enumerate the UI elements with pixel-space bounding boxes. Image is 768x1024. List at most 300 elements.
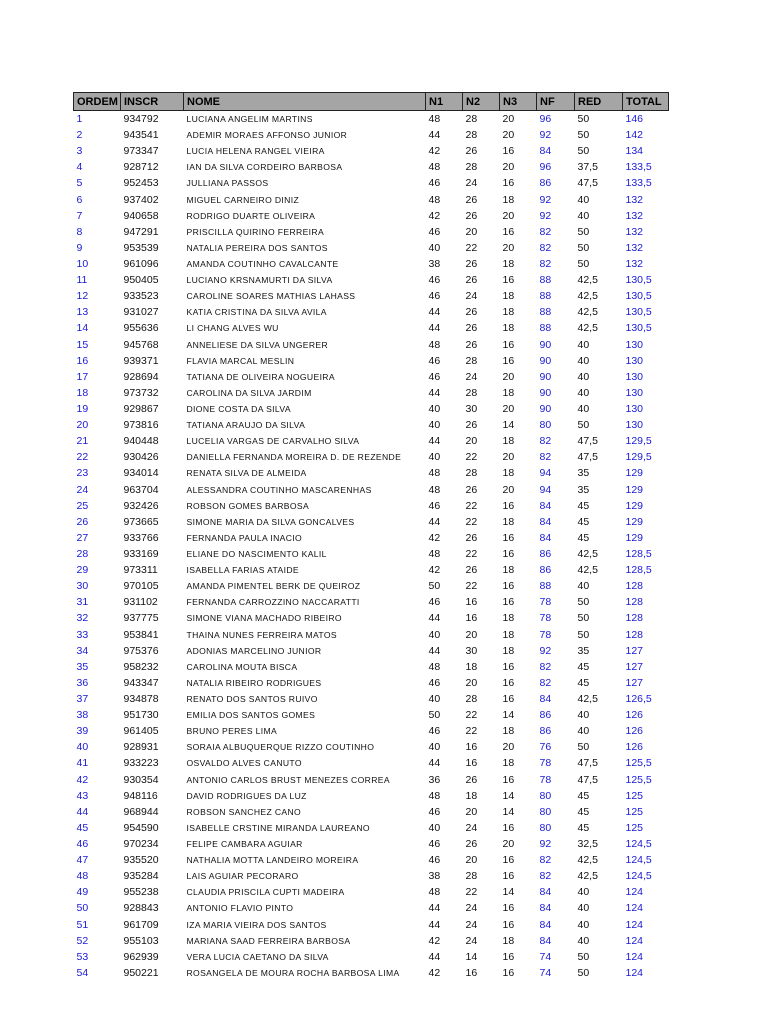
cell-nome: ROSANGELA DE MOURA ROCHA BARBOSA LIMA (186, 967, 400, 978)
table-row (74, 401, 669, 417)
cell-n2: 26 (465, 531, 478, 544)
cell-nf: 90 (539, 338, 552, 351)
cell-n2: 28 (465, 692, 478, 705)
cell-n2: 26 (465, 837, 478, 850)
cell-nome: DANIELLA FERNANDA MOREIRA D. DE REZENDE (186, 452, 402, 463)
cell-inscr: 953539 (123, 241, 159, 254)
cell-nome: LUCIANO KRSNAMURTI DA SILVA (186, 275, 333, 286)
cell-inscr: 933223 (123, 757, 159, 770)
cell-inscr: 963704 (123, 483, 159, 496)
cell-n1: 46 (428, 596, 441, 609)
cell-nf: 86 (539, 709, 552, 722)
cell-ordem: 26 (76, 515, 89, 528)
cell-inscr: 928712 (123, 161, 159, 174)
cell-nome: THAINA NUNES FERREIRA MATOS (186, 629, 337, 640)
cell-red: 42,5 (577, 854, 598, 867)
cell-red: 40 (577, 918, 590, 931)
cell-red: 45 (577, 660, 590, 673)
cell-nome: ISABELLA FARIAS ATAIDE (186, 565, 299, 576)
table-row (74, 159, 669, 175)
cell-total: 129 (625, 467, 644, 480)
cell-n2: 28 (465, 161, 478, 174)
cell-nome: NATALIA PEREIRA DOS SANTOS (186, 242, 328, 253)
cell-n3: 18 (502, 725, 515, 738)
cell-n3: 20 (502, 370, 515, 383)
cell-inscr: 958232 (123, 660, 159, 673)
cell-ordem: 12 (76, 290, 89, 303)
cell-n1: 46 (428, 274, 441, 287)
cell-nf: 84 (539, 902, 552, 915)
cell-red: 50 (577, 129, 590, 142)
cell-ordem: 42 (76, 773, 89, 786)
table-row (74, 465, 669, 481)
cell-n3: 18 (502, 467, 515, 480)
cell-nome: CAROLINA DA SILVA JARDIM (186, 387, 312, 398)
cell-inscr: 937775 (123, 612, 159, 625)
cell-inscr: 955636 (123, 322, 159, 335)
cell-n1: 44 (428, 902, 441, 915)
cell-inscr: 973311 (123, 564, 158, 577)
cell-total: 124 (625, 950, 644, 963)
table-row (74, 562, 669, 578)
cell-n3: 16 (502, 145, 515, 158)
cell-n2: 26 (465, 483, 478, 496)
cell-n1: 46 (428, 354, 441, 367)
cell-nome: CLAUDIA PRISCILA CUPTI MADEIRA (186, 887, 345, 898)
cell-ordem: 45 (76, 821, 89, 834)
cell-ordem: 19 (76, 403, 89, 416)
cell-red: 47,5 (577, 773, 598, 786)
cell-inscr: 943541 (123, 129, 159, 142)
cell-n3: 16 (502, 902, 515, 915)
cell-n1: 48 (428, 660, 441, 673)
cell-nome: MIGUEL CARNEIRO DINIZ (186, 194, 300, 205)
column-header-inscr: INSCR (121, 93, 184, 111)
cell-ordem: 31 (76, 596, 89, 609)
cell-nf: 92 (539, 129, 552, 142)
cell-nf: 84 (539, 692, 552, 705)
cell-total: 130 (625, 370, 644, 383)
cell-n3: 14 (502, 709, 515, 722)
cell-nome: DIONE COSTA DA SILVA (186, 404, 291, 415)
cell-total: 130,5 (625, 306, 652, 319)
cell-red: 40 (577, 354, 590, 367)
cell-nome: ROBSON GOMES BARBOSA (186, 500, 310, 511)
cell-inscr: 943347 (123, 676, 159, 689)
cell-n3: 18 (502, 612, 515, 625)
cell-nf: 84 (539, 886, 552, 899)
cell-n1: 44 (428, 918, 441, 931)
cell-total: 125 (625, 805, 644, 818)
cell-n3: 20 (502, 403, 515, 416)
cell-n3: 14 (502, 805, 515, 818)
cell-inscr: 935284 (123, 870, 159, 883)
cell-nome: PRISCILLA QUIRINO FERREIRA (186, 226, 325, 237)
cell-nf: 86 (539, 548, 552, 560)
cell-nf: 78 (539, 773, 552, 786)
column-header-n1: N1 (426, 93, 463, 111)
cell-n3: 20 (502, 161, 515, 174)
cell-total: 125,5 (625, 757, 652, 770)
cell-total: 128 (625, 628, 644, 641)
cell-inscr: 950405 (123, 274, 159, 287)
cell-ordem: 53 (76, 950, 89, 963)
cell-n3: 18 (502, 644, 515, 657)
cell-total: 130,5 (625, 290, 652, 303)
cell-nome: FELIPE CAMBARA AGUIAR (186, 838, 303, 849)
cell-total: 124 (625, 886, 644, 899)
cell-total: 130,5 (625, 274, 652, 287)
cell-n3: 16 (502, 499, 515, 512)
cell-n3: 20 (502, 241, 515, 254)
cell-red: 40 (577, 709, 590, 722)
cell-nome: RENATO DOS SANTOS RUIVO (186, 693, 318, 704)
cell-red: 50 (577, 225, 590, 238)
cell-nome: LAIS AGUIAR PECORARO (186, 871, 299, 882)
cell-red: 50 (577, 258, 590, 271)
cell-ordem: 50 (76, 902, 89, 915)
cell-n2: 20 (465, 854, 478, 867)
cell-n1: 44 (428, 644, 441, 657)
cell-n3: 18 (502, 258, 515, 271)
cell-red: 40 (577, 338, 590, 351)
cell-total: 130 (625, 338, 644, 351)
cell-n3: 18 (502, 564, 515, 577)
cell-total: 128 (625, 612, 644, 625)
cell-n1: 42 (428, 934, 441, 947)
cell-n2: 28 (465, 129, 478, 142)
cell-inscr: 931102 (123, 596, 158, 609)
cell-total: 130,5 (625, 322, 652, 335)
table-row (74, 256, 669, 272)
cell-total: 126 (625, 741, 644, 754)
cell-n2: 30 (465, 403, 478, 416)
table-row (74, 627, 669, 643)
cell-n2: 28 (465, 113, 478, 126)
cell-inscr: 973347 (123, 145, 159, 158)
cell-n3: 18 (502, 322, 515, 335)
column-header-n2: N2 (463, 93, 500, 111)
cell-nf: 82 (539, 258, 552, 271)
cell-nf: 84 (539, 499, 552, 512)
cell-total: 132 (625, 209, 644, 222)
column-header-nome: NOME (184, 93, 426, 111)
cell-n1: 48 (428, 886, 441, 899)
cell-nome: JULLIANA PASSOS (186, 178, 269, 189)
cell-ordem: 47 (76, 854, 89, 867)
cell-total: 134 (625, 145, 644, 158)
cell-nome: LI CHANG ALVES WU (186, 323, 279, 334)
cell-red: 37,5 (577, 161, 598, 174)
cell-n2: 22 (465, 515, 478, 528)
cell-n2: 20 (465, 676, 478, 689)
cell-total: 124,5 (625, 837, 652, 850)
table-row (74, 755, 669, 771)
cell-total: 129 (625, 531, 644, 544)
cell-n1: 46 (428, 854, 441, 867)
table-row (74, 771, 669, 787)
cell-nf: 96 (539, 113, 552, 126)
cell-inscr: 928694 (123, 370, 159, 383)
cell-n2: 26 (465, 145, 478, 158)
cell-nf: 76 (539, 741, 552, 754)
cell-nf: 94 (539, 467, 552, 480)
cell-nome: BRUNO PERES LIMA (186, 726, 278, 737)
cell-red: 40 (577, 386, 590, 399)
cell-n1: 44 (428, 322, 441, 335)
cell-total: 124,5 (625, 870, 652, 883)
cell-n1: 38 (428, 258, 441, 271)
cell-inscr: 973732 (123, 386, 159, 399)
cell-n2: 24 (465, 934, 478, 947)
table-row (74, 852, 669, 868)
cell-red: 42,5 (577, 692, 598, 705)
cell-n2: 26 (465, 773, 478, 786)
cell-red: 45 (577, 515, 590, 528)
table-row (74, 304, 669, 320)
cell-n1: 44 (428, 757, 441, 770)
cell-nf: 90 (539, 386, 552, 399)
cell-ordem: 17 (76, 370, 89, 383)
cell-n2: 26 (465, 258, 478, 271)
cell-n3: 16 (502, 580, 515, 593)
cell-nf: 82 (539, 854, 552, 867)
table-row (74, 659, 669, 675)
cell-n1: 48 (428, 483, 441, 496)
cell-n1: 48 (428, 338, 441, 351)
cell-nf: 84 (539, 145, 552, 158)
cell-red: 42,5 (577, 564, 598, 577)
cell-n2: 22 (465, 709, 478, 722)
cell-n3: 16 (502, 274, 515, 287)
cell-n1: 48 (428, 789, 441, 802)
cell-red: 42,5 (577, 322, 598, 335)
cell-nf: 82 (539, 241, 552, 254)
cell-nf: 88 (539, 274, 552, 287)
cell-inscr: 952453 (123, 177, 159, 190)
table-row (74, 594, 669, 610)
cell-ordem: 3 (76, 145, 83, 158)
cell-n3: 16 (502, 692, 515, 705)
cell-ordem: 14 (76, 322, 89, 335)
table-row (74, 546, 669, 562)
cell-n1: 46 (428, 225, 441, 238)
cell-ordem: 44 (76, 805, 89, 818)
cell-ordem: 11 (76, 274, 88, 287)
cell-n1: 40 (428, 741, 441, 754)
column-header-ordem: ORDEM (74, 93, 121, 111)
cell-total: 129,5 (625, 435, 652, 448)
cell-inscr: 939371 (123, 354, 159, 367)
table-row (74, 691, 669, 707)
cell-ordem: 39 (76, 725, 89, 738)
cell-inscr: 937402 (123, 193, 159, 206)
cell-n3: 16 (502, 225, 515, 238)
cell-ordem: 38 (76, 709, 89, 722)
cell-ordem: 10 (76, 258, 89, 271)
cell-nome: LUCELIA VARGAS DE CARVALHO SILVA (186, 436, 360, 447)
cell-nome: CAROLINA MOUTA BISCA (186, 661, 298, 672)
cell-red: 50 (577, 596, 590, 609)
table-row (74, 965, 669, 981)
cell-inscr: 933169 (123, 548, 159, 560)
cell-nf: 78 (539, 628, 552, 641)
cell-n3: 18 (502, 306, 515, 319)
cell-total: 126,5 (625, 692, 652, 705)
table-row (74, 175, 669, 191)
cell-nf: 86 (539, 177, 552, 190)
cell-n2: 26 (465, 193, 478, 206)
cell-nf: 84 (539, 918, 552, 931)
cell-red: 50 (577, 950, 590, 963)
cell-n2: 22 (465, 241, 478, 254)
cell-n1: 48 (428, 161, 441, 174)
cell-red: 40 (577, 580, 590, 593)
cell-n2: 16 (465, 757, 478, 770)
table-row (74, 610, 669, 626)
cell-n1: 42 (428, 966, 441, 979)
cell-ordem: 37 (76, 692, 89, 705)
cell-ordem: 49 (76, 886, 89, 899)
cell-inscr: 950221 (123, 966, 159, 979)
table-row (74, 208, 669, 224)
cell-red: 50 (577, 145, 590, 158)
cell-ordem: 1 (76, 113, 83, 126)
cell-n1: 40 (428, 692, 441, 705)
cell-n3: 18 (502, 934, 515, 947)
cell-total: 128,5 (625, 548, 652, 560)
cell-n2: 24 (465, 177, 478, 190)
cell-nome: TATIANA DE OLIVEIRA NOGUEIRA (186, 371, 335, 382)
cell-n2: 26 (465, 564, 478, 577)
table-row (74, 449, 669, 465)
cell-ordem: 25 (76, 499, 89, 512)
cell-n2: 24 (465, 370, 478, 383)
cell-n1: 46 (428, 370, 441, 383)
cell-nome: RODRIGO DUARTE OLIVEIRA (186, 210, 316, 221)
cell-inscr: 934014 (123, 467, 159, 480)
cell-ordem: 8 (76, 225, 83, 238)
cell-ordem: 34 (76, 644, 89, 657)
cell-ordem: 35 (76, 660, 89, 673)
cell-n2: 26 (465, 274, 478, 287)
cell-nome: ADONIAS MARCELINO JUNIOR (186, 645, 322, 656)
cell-n2: 18 (465, 660, 478, 673)
cell-nome: SIMONE VIANA MACHADO RIBEIRO (186, 613, 342, 624)
cell-nf: 78 (539, 757, 552, 770)
table-row (74, 288, 669, 304)
cell-nome: AMANDA PIMENTEL BERK DE QUEIROZ (186, 581, 361, 592)
cell-n1: 50 (428, 709, 441, 722)
cell-n3: 18 (502, 290, 515, 303)
cell-ordem: 15 (76, 338, 89, 351)
cell-total: 126 (625, 709, 644, 722)
cell-nome: SIMONE MARIA DA SILVA GONCALVES (186, 516, 355, 527)
cell-n1: 44 (428, 515, 441, 528)
cell-inscr: 961405 (123, 725, 159, 738)
cell-total: 130 (625, 419, 644, 432)
cell-nf: 92 (539, 193, 552, 206)
cell-n2: 22 (465, 725, 478, 738)
cell-inscr: 970105 (123, 580, 159, 593)
cell-nome: ALESSANDRA COUTINHO MASCARENHAS (186, 484, 372, 495)
header-row (74, 93, 669, 111)
cell-total: 133,5 (625, 161, 652, 174)
cell-red: 50 (577, 741, 590, 754)
cell-nf: 88 (539, 306, 552, 319)
cell-inscr: 932426 (123, 499, 159, 512)
cell-nome: ROBSON SANCHEZ CANO (186, 806, 302, 817)
cell-red: 50 (577, 612, 590, 625)
cell-ordem: 52 (76, 934, 89, 947)
cell-total: 129 (625, 483, 644, 496)
cell-ordem: 24 (76, 483, 89, 496)
cell-ordem: 21 (76, 435, 89, 448)
cell-nf: 90 (539, 403, 552, 416)
table-row (74, 272, 669, 288)
cell-nf: 82 (539, 435, 552, 448)
cell-ordem: 40 (76, 741, 89, 754)
table-row (74, 385, 669, 401)
cell-total: 124,5 (625, 854, 652, 867)
table-row (74, 900, 669, 916)
cell-inscr: 933766 (123, 531, 159, 544)
cell-n1: 44 (428, 950, 441, 963)
table-row (74, 530, 669, 546)
cell-inscr: 975376 (123, 644, 159, 657)
cell-inscr: 955238 (123, 886, 159, 899)
cell-n1: 44 (428, 129, 441, 142)
cell-n3: 18 (502, 193, 515, 206)
cell-n2: 30 (465, 644, 478, 657)
cell-red: 42,5 (577, 306, 598, 319)
cell-n2: 24 (465, 902, 478, 915)
cell-nf: 82 (539, 676, 552, 689)
cell-nf: 88 (539, 580, 552, 593)
table-body (74, 111, 669, 981)
cell-n2: 28 (465, 354, 478, 367)
cell-n3: 16 (502, 870, 515, 883)
cell-red: 47,5 (577, 757, 598, 770)
cell-red: 35 (577, 467, 590, 480)
cell-inscr: 954590 (123, 821, 159, 834)
cell-red: 42,5 (577, 274, 598, 287)
cell-nome: IAN DA SILVA CORDEIRO BARBOSA (186, 162, 343, 173)
cell-ordem: 29 (76, 564, 89, 577)
cell-ordem: 51 (76, 918, 89, 931)
cell-inscr: 947291 (123, 225, 159, 238)
cell-nf: 80 (539, 805, 552, 818)
cell-nf: 74 (539, 966, 552, 979)
cell-inscr: 930354 (123, 773, 159, 786)
cell-nf: 80 (539, 419, 552, 432)
cell-n1: 44 (428, 435, 441, 448)
cell-inscr: 934792 (123, 113, 159, 126)
table-row (74, 884, 669, 900)
cell-red: 35 (577, 483, 590, 496)
cell-n3: 14 (502, 419, 515, 432)
cell-n2: 28 (465, 386, 478, 399)
cell-red: 40 (577, 934, 590, 947)
cell-n2: 20 (465, 628, 478, 641)
cell-n3: 16 (502, 660, 515, 673)
cell-n2: 22 (465, 499, 478, 512)
cell-total: 127 (625, 660, 644, 673)
table-row (74, 192, 669, 208)
cell-total: 130 (625, 354, 644, 367)
cell-nf: 78 (539, 612, 552, 625)
cell-n1: 48 (428, 548, 441, 560)
